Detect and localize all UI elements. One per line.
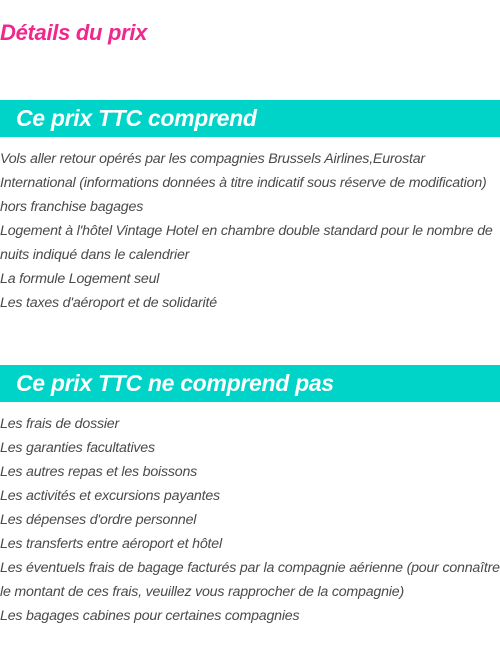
excluded-section-title: Ce prix TTC ne comprend pas bbox=[16, 370, 334, 396]
included-section-header bbox=[0, 100, 500, 137]
excluded-item-cabin-bags: Les bagages cabines pour certaines compagnies bbox=[0, 608, 300, 624]
excluded-items-list bbox=[0, 412, 500, 628]
excluded-item-personal-expenses: Les dépenses d'ordre personnel bbox=[0, 512, 197, 528]
excluded-item-transfers: Les transferts entre aéroport et hôtel bbox=[0, 536, 222, 552]
included-items-list bbox=[0, 147, 500, 315]
excluded-item-fees: Les frais de dossier bbox=[0, 416, 120, 432]
included-item-hotel: Logement à l'hôtel Vintage Hotel en chambre double standard pour le nombre de nuits indiqué dans le calendrier bbox=[0, 223, 493, 263]
excluded-item-meals: Les autres repas et les boissons bbox=[0, 464, 198, 480]
excluded-section-header bbox=[0, 365, 500, 402]
excluded-item-baggage-fees: Les éventuels frais de bagage facturés par la compagnie aérienne (pour connaître le montant de ces frais, veuillez vous rapprocher de la compagnie) bbox=[0, 560, 500, 600]
page-title: Détails du prix bbox=[0, 20, 148, 45]
included-item-formula: La formule Logement seul bbox=[0, 271, 160, 287]
included-item-taxes: Les taxes d'aéroport et de solidarité bbox=[0, 295, 217, 311]
excluded-item-insurance: Les garanties facultatives bbox=[0, 440, 155, 456]
excluded-item-activities: Les activités et excursions payantes bbox=[0, 488, 220, 504]
included-section-title: Ce prix TTC comprend bbox=[16, 105, 257, 131]
included-item-flights: Vols aller retour opérés par les compagnies Brussels Airlines,Eurostar International (informations données à titre indicatif sous réserve de modification) hors franchise bagages bbox=[0, 151, 487, 215]
